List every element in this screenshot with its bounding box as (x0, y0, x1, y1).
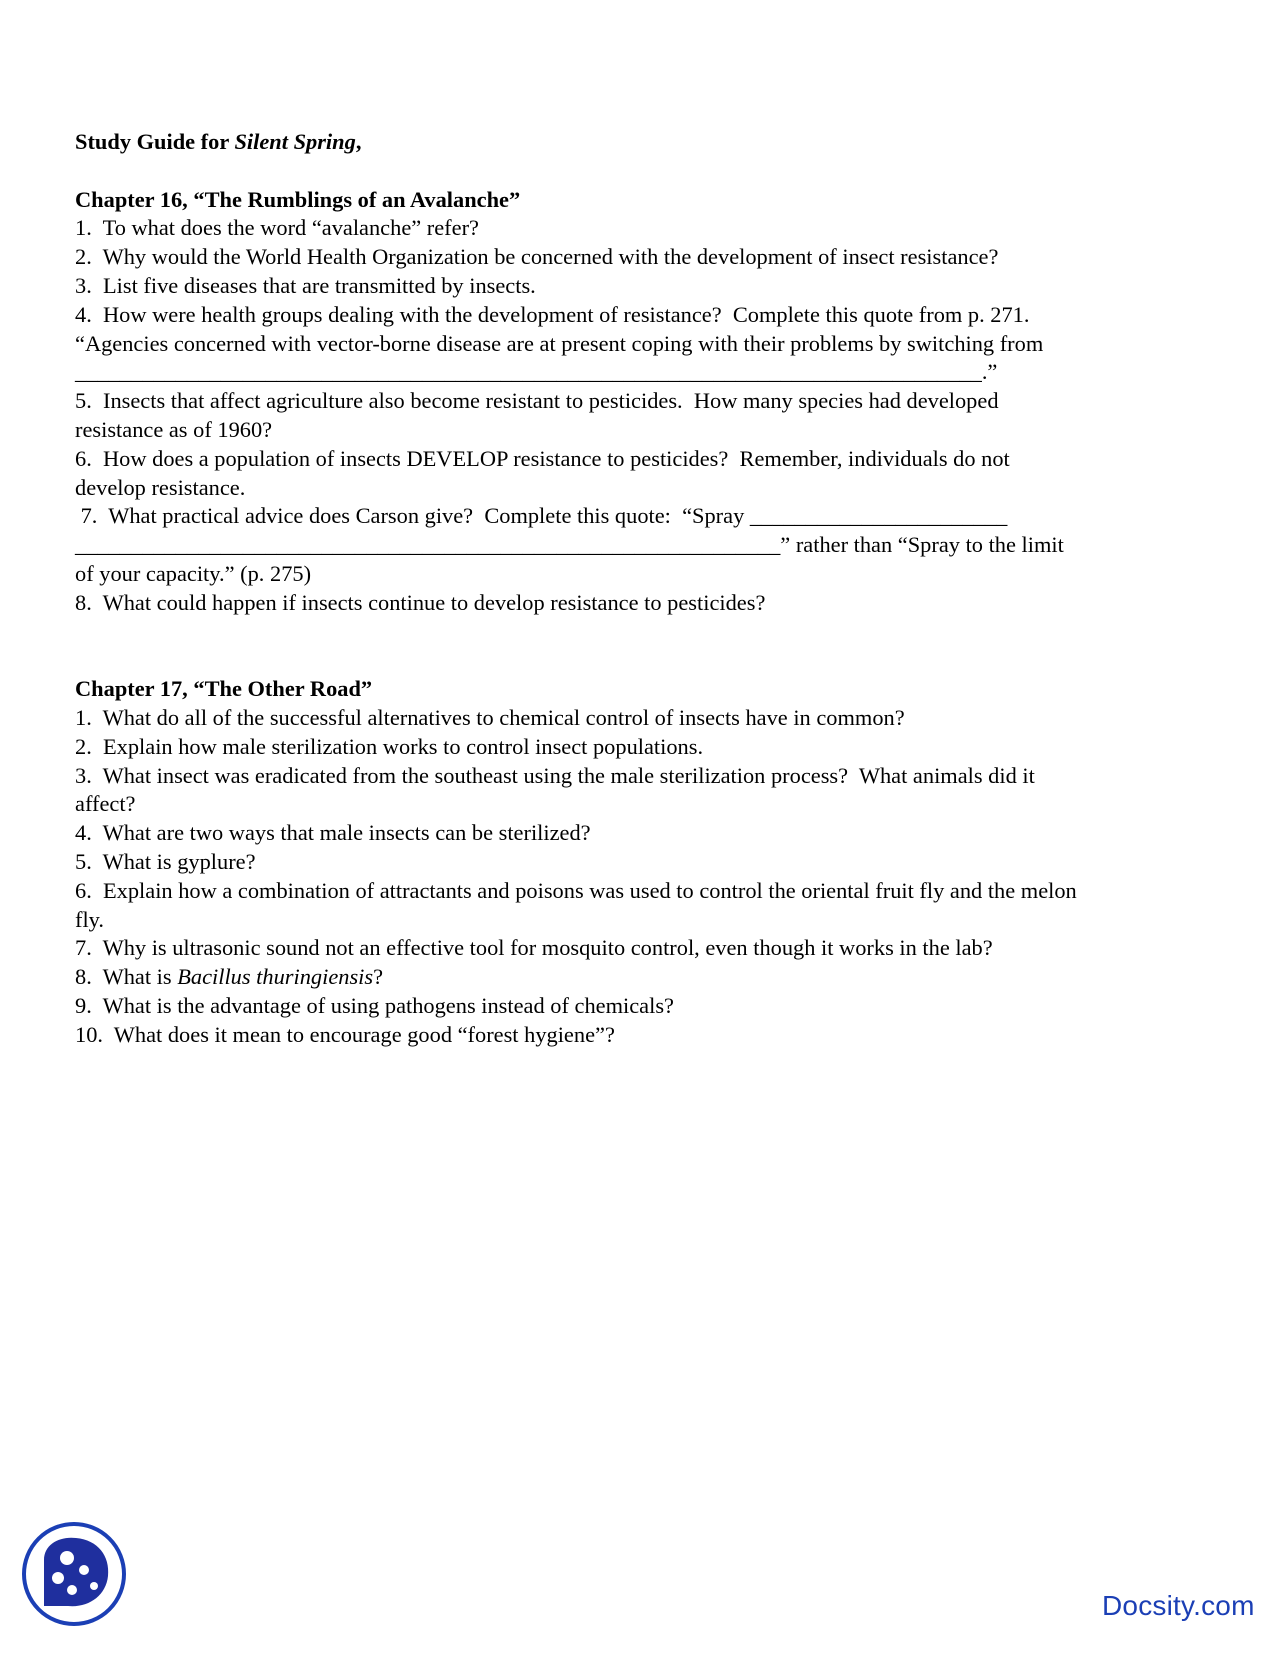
chapter-17-questions (75, 704, 1215, 1050)
question-line: fly. (75, 906, 105, 932)
question-line: 2. Why would the World Health Organization be concerned with the development of insect resistance? (75, 244, 999, 270)
question-line: 2. Explain how male sterilization works to control insect populations. (75, 733, 704, 759)
q8-suffix: ? (373, 964, 384, 990)
question-line: resistance as of 1960? (75, 416, 273, 442)
question-line: 1. To what does the word “avalanche” refer? (75, 215, 479, 241)
q8-term: Bacillus thuringiensis (177, 964, 374, 990)
question-line: _________________________________________________________________________________.” (75, 359, 998, 385)
question-line: 9. What is the advantage of using pathogens instead of chemicals? (75, 992, 674, 1018)
chapter-16-questions (75, 214, 1215, 617)
question-line: 3. List five diseases that are transmitted by insects. (75, 272, 536, 298)
title-suffix: , (355, 129, 362, 154)
docsity-logo-icon (20, 1520, 128, 1628)
question-line: 7. Why is ultrasonic sound not an effective tool for mosquito control, even though it works in the lab? (75, 935, 993, 961)
page-title (75, 128, 1215, 157)
docsity-brand-link[interactable]: Docsity.com (1102, 1590, 1255, 1621)
document-page (75, 128, 1215, 1050)
title-book: Silent Spring (234, 129, 356, 154)
question-line: 6. Explain how a combination of attractants and poisons was used to control the oriental fruit fly and the melon (75, 877, 1077, 903)
question-line: 1. What do all of the successful alternatives to chemical control of insects have in common? (75, 704, 905, 730)
chapter-17-heading: Chapter 17, “The Other Road” (75, 676, 373, 702)
question-line: 3. What insect was eradicated from the southeast using the male sterilization process? What animals did it (75, 762, 1035, 788)
question-line: “Agencies concerned with vector-borne disease are at present coping with their problems by switching from (75, 330, 1044, 356)
question-line: affect? (75, 791, 136, 817)
question-line: _______________________________________________________________” rather than “Spray to the limit (75, 532, 1064, 558)
question-line: 7. What practical advice does Carson give? Complete this quote: “Spray _______________________ (75, 503, 1008, 529)
q8-prefix: 8. What is (75, 964, 178, 990)
chapter-16-heading: Chapter 16, “The Rumblings of an Avalanche” (75, 186, 521, 212)
question-line: 5. What is gyplure? (75, 848, 256, 874)
question-line: 10. What does it mean to encourage good “forest hygiene”? (75, 1021, 615, 1047)
question-line: 5. Insects that affect agriculture also become resistant to pesticides. How many species had developed (75, 388, 999, 414)
question-line: 4. How were health groups dealing with the development of resistance? Complete this quote from p. 271. (75, 301, 1030, 327)
question-line: 8. What could happen if insects continue to develop resistance to pesticides? (75, 589, 766, 615)
title-prefix: Study Guide for (75, 129, 235, 154)
question-line-bacillus (75, 963, 1215, 992)
question-line: 6. How does a population of insects DEVELOP resistance to pesticides? Remember, individuals do not (75, 445, 1010, 471)
question-line: of your capacity.” (p. 275) (75, 560, 312, 586)
question-line: develop resistance. (75, 474, 246, 500)
question-line: 4. What are two ways that male insects can be sterilized? (75, 820, 591, 846)
chapter-spacer (75, 618, 1215, 676)
